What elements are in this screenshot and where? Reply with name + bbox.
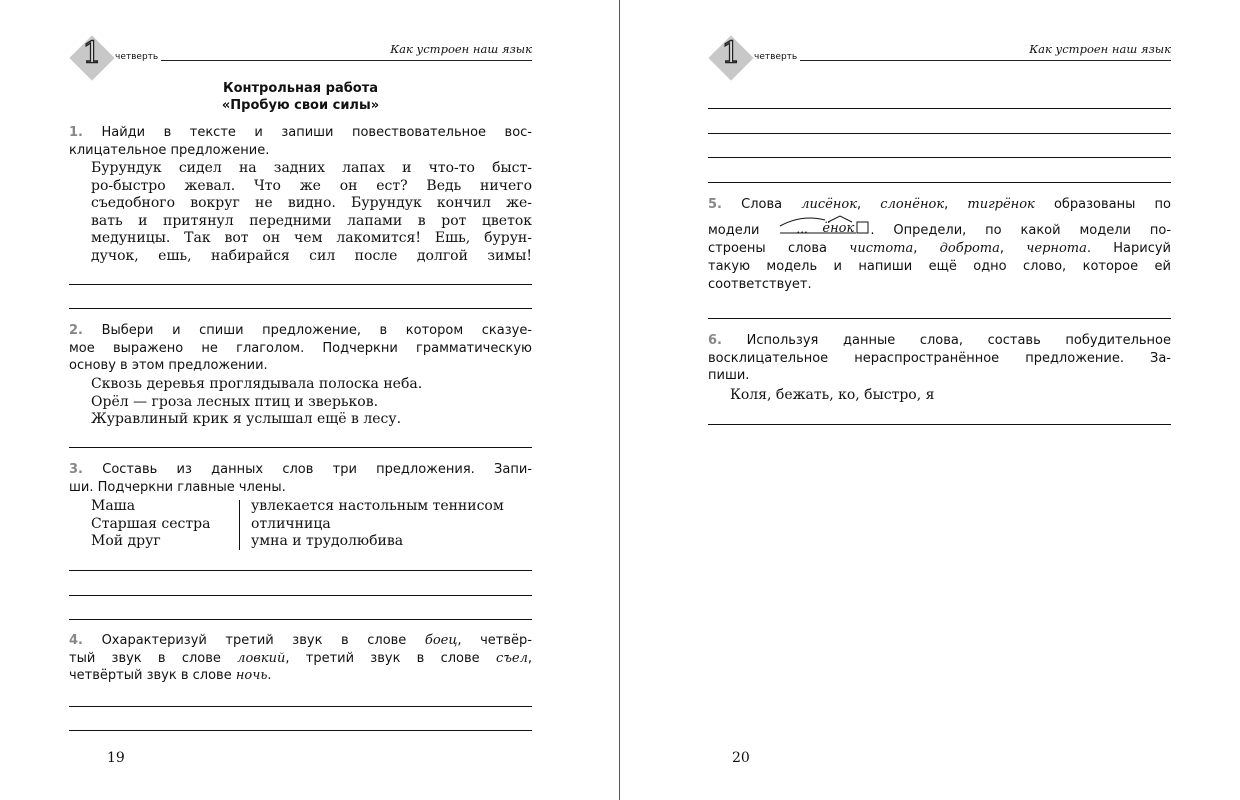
page-number: 19 bbox=[107, 750, 125, 766]
example-word: лисёнок bbox=[801, 197, 858, 212]
answer-line bbox=[708, 108, 1171, 109]
task-1-instruction bbox=[69, 124, 532, 159]
answer-line bbox=[69, 730, 532, 731]
predicate-phrase: отличница bbox=[251, 515, 331, 532]
task-3-word-table bbox=[91, 498, 532, 552]
left-page bbox=[69, 0, 532, 800]
task-3-instruction bbox=[69, 461, 532, 496]
task-2-sentences bbox=[91, 376, 532, 429]
page-number: 20 bbox=[732, 750, 750, 766]
answer-line bbox=[69, 447, 532, 448]
example-word: чистота bbox=[849, 241, 914, 256]
answer-line bbox=[708, 182, 1171, 183]
task-line: четвёртый звук в слове ночь. bbox=[69, 668, 272, 683]
predicate-phrase: умна и трудолюбива bbox=[251, 533, 404, 549]
answer-line bbox=[708, 318, 1171, 319]
example-word: слонёнок bbox=[880, 197, 945, 212]
task-number: 5. bbox=[708, 197, 722, 212]
task-line: 3. Составь из данных слов три предложения. Запи- bbox=[69, 462, 532, 477]
example-word: доброта bbox=[939, 241, 1000, 256]
task-4-instruction bbox=[69, 632, 532, 685]
task-6-instruction bbox=[708, 332, 1171, 385]
answer-line bbox=[69, 284, 532, 285]
subject-word: Старшая сестра bbox=[91, 515, 211, 532]
header-rule bbox=[800, 60, 1171, 61]
page-header bbox=[69, 38, 532, 84]
subjects-column bbox=[91, 498, 239, 551]
text-line: медуницы. Так вот он чем лакомится! Ешь, бурун- bbox=[91, 230, 532, 246]
running-title: Как устроен наш язык bbox=[1029, 42, 1171, 56]
sentence: Орёл — гроза лесных птиц и зверьков. bbox=[91, 393, 379, 410]
quarter-number: 1 bbox=[721, 36, 741, 71]
answer-line bbox=[708, 157, 1171, 158]
task-line: восклицательное нераспространённое предложение. За- bbox=[708, 350, 1171, 366]
answer-line bbox=[69, 619, 532, 620]
answer-line bbox=[69, 706, 532, 707]
page-header bbox=[708, 38, 1171, 84]
task-number: 6. bbox=[708, 333, 722, 348]
task-1-text bbox=[91, 160, 532, 265]
sentence: Журавлиный крик я услышал ещё в лесу. bbox=[91, 411, 402, 427]
example-word: чернота bbox=[1026, 241, 1087, 256]
task-number: 1. bbox=[69, 125, 83, 140]
text-line: съедобного вокруг не видно. Бурундук кончил же- bbox=[91, 195, 532, 211]
quarter-label: четверть bbox=[115, 52, 159, 62]
task-line: модели ... ёнок . Определи, по какой модели по- bbox=[708, 220, 1171, 240]
sentence: Сквозь деревья проглядывала полоска неба. bbox=[91, 376, 423, 392]
right-page bbox=[708, 0, 1171, 800]
answer-line bbox=[708, 424, 1171, 425]
text-line: ро-быстро жевал. Что же он ест? Ведь ничего bbox=[91, 177, 532, 194]
text-line: вать и притянул передними лапами в рот цветок bbox=[91, 212, 532, 229]
task-number: 2. bbox=[69, 323, 83, 338]
model-root: ... bbox=[796, 222, 808, 236]
task-line: такую модель и напиши ещё одно слово, которое ей bbox=[708, 259, 1171, 274]
model-suffix: ёнок bbox=[822, 221, 855, 236]
task-line: соответствует. bbox=[708, 277, 812, 292]
header-rule bbox=[161, 60, 532, 61]
answer-line bbox=[69, 595, 532, 596]
task-line: пиши. bbox=[708, 368, 750, 383]
quarter-label: четверть bbox=[754, 52, 798, 62]
task-2-instruction bbox=[69, 322, 532, 375]
test-title: Контрольная работа bbox=[222, 81, 379, 96]
task-line: строены слова чистота, доброта, чернота. Нарисуй bbox=[708, 241, 1172, 256]
task-line: ши. Подчеркни главные члены. bbox=[69, 479, 286, 495]
subject-word: Мой друг bbox=[91, 533, 161, 549]
task-line: 6. Используя данные слова, составь побудительное bbox=[708, 333, 1171, 348]
example-word: тигрёнок bbox=[967, 197, 1035, 212]
example-word: ночь bbox=[235, 668, 268, 683]
column-divider bbox=[239, 500, 240, 550]
page-gutter bbox=[619, 0, 620, 800]
running-title: Как устроен наш язык bbox=[390, 42, 532, 56]
example-word: ловкий bbox=[237, 650, 286, 666]
task-line: 5. Слова лисёнок, слонёнок, тигрёнок образованы по bbox=[708, 197, 1171, 212]
task-line: клицательное предложение. bbox=[69, 142, 270, 158]
example-word: боец bbox=[424, 633, 458, 648]
example-word: съел bbox=[495, 650, 528, 666]
word-model-scheme bbox=[778, 220, 870, 236]
task-line: 1. Найди в тексте и запиши повествовательное вос- bbox=[69, 125, 532, 140]
task-6-words: Коля, бежать, ко, быстро, я bbox=[730, 387, 935, 403]
answer-line bbox=[69, 308, 532, 309]
answer-line bbox=[69, 570, 532, 571]
text-line: Бурундук сидел на задних лапах и что-то быст- bbox=[91, 160, 532, 176]
task-number: 4. bbox=[69, 633, 83, 648]
task-line: мое выражено не глаголом. Подчеркни грамматическую bbox=[69, 340, 532, 356]
text-line: дучок, ешь, набирайся сил после долгой зимы! bbox=[91, 247, 532, 264]
subject-word: Маша bbox=[91, 498, 136, 514]
task-line: тый звук в слове ловкий, третий звук в слове съел, bbox=[69, 650, 532, 666]
test-subtitle: «Пробую свои силы» bbox=[221, 98, 380, 113]
task-number: 3. bbox=[69, 462, 83, 477]
task-line: 4. Охарактеризуй третий звук в слове боец, четвёр- bbox=[69, 633, 532, 648]
answer-line bbox=[708, 133, 1171, 134]
predicates-column bbox=[251, 498, 532, 551]
task-line: 2. Выбери и спиши предложение, в котором сказуе- bbox=[69, 323, 533, 338]
predicate-phrase: увлекается настольным теннисом bbox=[251, 498, 504, 514]
quarter-number: 1 bbox=[82, 36, 102, 71]
task-line: основу в этом предложении. bbox=[69, 358, 268, 373]
task-5-instruction bbox=[708, 196, 1171, 294]
